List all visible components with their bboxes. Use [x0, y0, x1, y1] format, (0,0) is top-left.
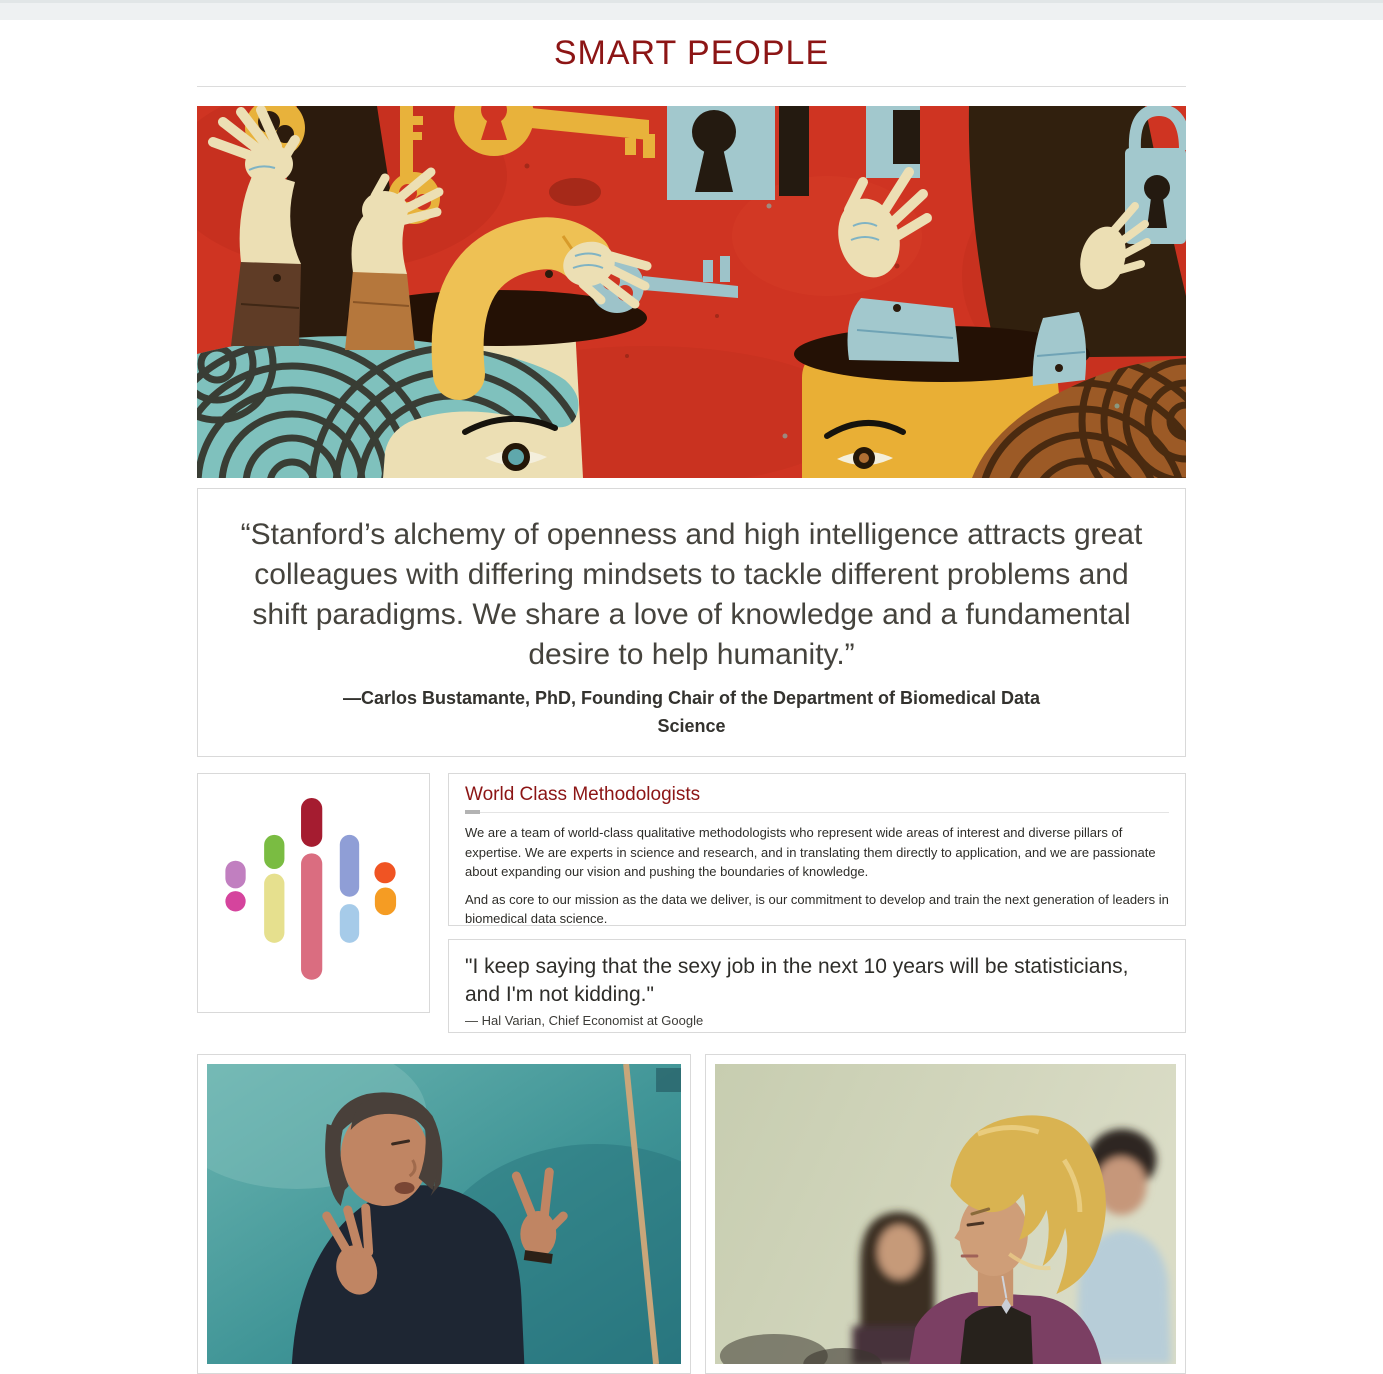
logo-magenta-dot [225, 892, 245, 912]
teal-lock-small-icon [866, 106, 920, 178]
wall-frame-corner [656, 1068, 681, 1092]
photo-card-lecturer [197, 1054, 691, 1374]
varian-quote-attribution: — Hal Varian, Chief Economist at Google [465, 1013, 704, 1029]
logo-light-blue-pill [340, 905, 359, 944]
logo-orange-pill [375, 888, 396, 916]
page-container [197, 34, 1186, 1374]
logo-pale-yellow-pill [264, 874, 284, 943]
logo-card [197, 773, 430, 1013]
logo-purple-pill [225, 861, 245, 889]
lecturer-photo [207, 1064, 681, 1364]
title-divider [197, 86, 1186, 87]
hero-quote-text: “Stanford’s alchemy of openness and high intelligence attracts great colleagues with differing mindsets to tackle different problems and shift paradigms. We share a love of knowledge and a fundamental desire to help humanity.” [240, 518, 1143, 671]
methodologists-card [448, 773, 1186, 926]
methodologists-heading: World Class Methodologists [465, 784, 701, 806]
logo-dark-red-pill [301, 798, 322, 847]
page-title: SMART PEOPLE [553, 34, 830, 72]
biomedical-data-science-logo [206, 783, 421, 1003]
methodologists-paragraph: We are a team of world-class qualitative methodologists who represent wide areas of interest and diverse pillars of expertise. We are experts in science and research, and in translating them directly to application, and we are passionate about expanding our vision and pushing the boundaries of knowledge. [465, 825, 1156, 879]
hero-quote-card [197, 488, 1186, 757]
audience-photo [715, 1064, 1176, 1364]
teal-lock-large-icon [667, 106, 809, 200]
hero-quote-attribution: —Carlos Bustamante, PhD, Founding Chair of the Department of Biomedical Data Science [342, 687, 1041, 736]
logo-green-pill [264, 835, 284, 869]
section-divider [465, 812, 1169, 813]
left-iris [505, 446, 527, 468]
logo-rose-pill [301, 854, 322, 980]
logo-periwinkle-pill [340, 835, 359, 897]
logo-orange-red-dot [374, 863, 395, 884]
methodologists-paragraph: And as core to our mission as the data we deliver, is our commitment to develop and train the next generation of leaders in biomedical data science. [465, 892, 1169, 927]
heads-keys-locks-illustration [197, 106, 1186, 478]
hero-illustration [197, 106, 1186, 478]
photo-card-audience [705, 1054, 1186, 1374]
gold-key-icon [400, 106, 413, 176]
varian-quote-text: "I keep saying that the sexy job in the next 10 years will be statisticians, and I'm not kidding." [465, 955, 1129, 1006]
top-strip [0, 0, 1383, 20]
varian-quote-card [448, 939, 1186, 1033]
